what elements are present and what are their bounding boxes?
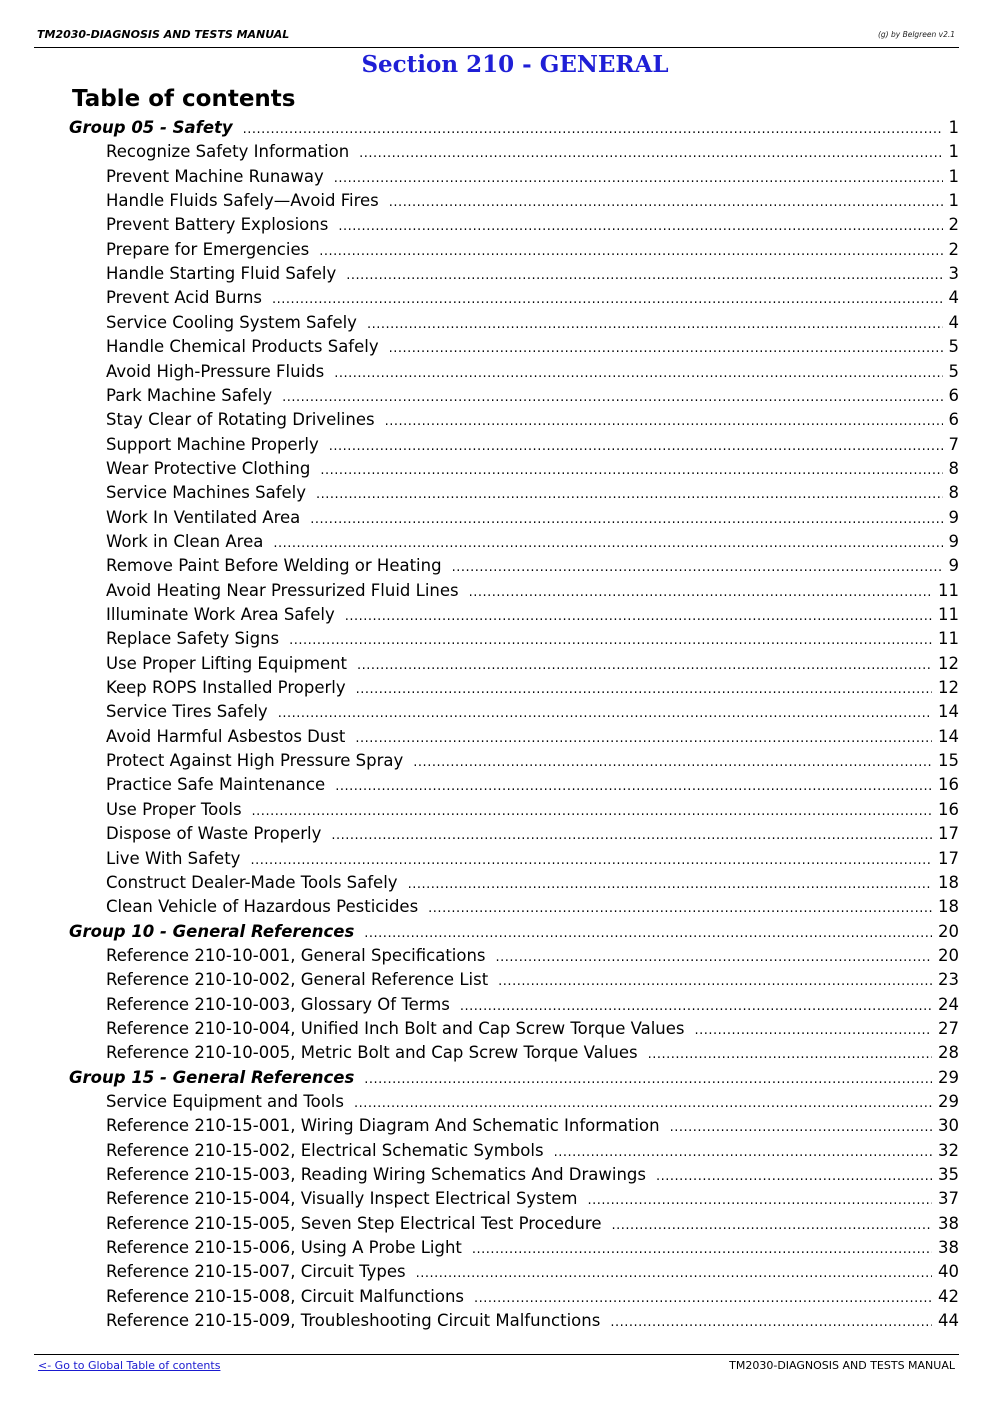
toc-entry-row[interactable] (106, 605, 959, 629)
dot-leader (282, 390, 942, 405)
toc-entry-label: Reference 210-15-007, Circuit Types (106, 1262, 406, 1282)
dot-leader (319, 244, 942, 259)
toc-entry-row[interactable] (106, 362, 959, 386)
toc-entry-row[interactable] (106, 800, 959, 824)
toc-entry-row[interactable] (106, 556, 959, 580)
dot-leader (612, 1218, 933, 1233)
toc-page-number: 9 (948, 507, 959, 527)
toc-entry-row[interactable] (106, 1092, 959, 1116)
toc-entry-row[interactable] (106, 654, 959, 678)
toc-entry-label: Work in Clean Area (106, 531, 264, 551)
toc-entry-label: Handle Chemical Products Safely (106, 337, 379, 357)
toc-entry-row[interactable] (106, 264, 959, 288)
dot-leader (334, 171, 943, 186)
toc-entry-label: Service Equipment and Tools (106, 1092, 344, 1111)
toc-entry-label: Group 05 - Safety (69, 118, 233, 137)
toc-page-number: 23 (938, 970, 959, 990)
toc-entry-label: Group 15 - General References (69, 1067, 355, 1087)
toc-entry-label: Prevent Machine Runaway (106, 166, 324, 186)
dot-leader (364, 926, 932, 941)
footer-manual-title: TM2030-DIAGNOSIS AND TESTS MANUAL (729, 1359, 955, 1372)
toc-entry-label: Reference 210-15-002, Electrical Schematic Symbols (106, 1140, 544, 1160)
toc-entry-label: Prepare for Emergencies (106, 239, 310, 259)
toc-page-number: 24 (938, 994, 959, 1014)
toc-entry-row[interactable] (106, 313, 959, 337)
toc-entry-row[interactable] (106, 678, 959, 702)
toc-page-number: 9 (948, 531, 959, 551)
toc-page-number: 42 (938, 1286, 959, 1306)
toc-page-number: 8 (948, 458, 959, 478)
toc-page-number: 17 (938, 848, 959, 868)
toc-entry-label: Practice Safe Maintenance (106, 775, 326, 795)
dot-leader (469, 585, 932, 600)
toc-entry-row[interactable] (106, 1141, 959, 1165)
dot-leader (364, 1072, 932, 1087)
toc-page-number: 11 (938, 629, 959, 649)
toc-entry-label: Group 10 - General References (69, 921, 355, 941)
dot-leader (320, 463, 942, 478)
toc-page-number: 40 (938, 1262, 959, 1282)
toc-entry-row[interactable] (106, 751, 959, 775)
toc-page-number: 12 (938, 678, 959, 698)
toc-entry-label: Service Cooling System Safely (106, 312, 357, 332)
toc-page-number: 1 (948, 166, 959, 186)
dot-leader (496, 950, 932, 965)
dot-leader (355, 731, 932, 746)
toc-entry-label: Construct Dealer-Made Tools Safely (106, 872, 398, 892)
dot-leader (554, 1145, 932, 1160)
toc-entry-row[interactable] (106, 191, 959, 215)
toc-page-number: 6 (948, 385, 959, 405)
global-toc-link[interactable]: <- Go to Global Table of contents (38, 1359, 221, 1372)
toc-page-number: 20 (938, 945, 959, 965)
toc-page-number: 7 (948, 434, 959, 454)
dot-leader (334, 366, 942, 381)
toc-page-number: 9 (948, 556, 959, 576)
toc-page-number: 17 (938, 824, 959, 844)
dot-leader (359, 146, 942, 161)
dot-leader (588, 1193, 932, 1208)
toc-entry-label: Reference 210-10-001, General Specifications (106, 945, 486, 965)
toc-entry-row[interactable] (106, 215, 959, 239)
toc-entry-label: Avoid Harmful Asbestos Dust (106, 726, 346, 746)
toc-entry-label: Illuminate Work Area Safely (106, 605, 335, 624)
dot-leader (695, 1023, 933, 1038)
toc-entry-label: Support Machine Properly (106, 434, 319, 454)
toc-page-number: 16 (938, 775, 959, 795)
toc-entry-row[interactable] (106, 1287, 959, 1311)
toc-entry-label: Live With Safety (106, 848, 241, 868)
toc-entry-label: Reference 210-15-006, Using A Probe Light (106, 1238, 462, 1258)
toc-entry-label: Prevent Battery Explosions (106, 215, 329, 235)
toc-entry-row[interactable] (106, 337, 959, 361)
toc-entry-label: Wear Protective Clothing (106, 458, 311, 478)
toc-entry-row[interactable] (106, 167, 959, 191)
dot-leader (498, 974, 932, 989)
dot-leader (385, 414, 943, 429)
toc-page-number: 29 (938, 1092, 959, 1111)
toc-entry-label: Dispose of Waste Properly (106, 824, 322, 844)
dot-leader (610, 1315, 932, 1330)
toc-entry-label: Keep ROPS Installed Properly (106, 678, 346, 698)
dot-leader (329, 439, 943, 454)
toc-entry-label: Reference 210-10-002, General Reference List (106, 970, 489, 990)
toc-entry-row[interactable] (106, 849, 959, 873)
dot-leader (278, 706, 932, 721)
toc-entry-label: Work In Ventilated Area (106, 507, 301, 527)
toc-page-number: 2 (948, 215, 959, 235)
toc-entry-label: Service Machines Safely (106, 483, 307, 503)
toc-entry-row[interactable] (106, 483, 959, 507)
dot-leader (472, 1242, 932, 1257)
toc-entry-row[interactable] (106, 508, 959, 532)
dot-leader (243, 122, 943, 137)
toc-entry-label: Prevent Acid Burns (106, 288, 263, 308)
dot-leader (474, 1291, 932, 1306)
toc-entry-label: Reference 210-15-005, Seven Step Electrical Test Procedure (106, 1213, 602, 1233)
dot-leader (335, 779, 932, 794)
toc-page-number: 4 (948, 312, 959, 332)
toc-entry-row[interactable] (106, 1043, 959, 1067)
toc-entry-row[interactable] (106, 897, 959, 921)
toc-entry-row[interactable] (106, 629, 959, 653)
toc-group-row[interactable] (69, 118, 959, 142)
dot-leader (316, 487, 942, 502)
toc-page-number: 28 (938, 1043, 959, 1063)
toc-group-row[interactable] (69, 1068, 959, 1092)
toc-entry-label: Remove Paint Before Welding or Heating (106, 556, 442, 576)
dot-leader (273, 536, 942, 551)
toc-page-number: 32 (938, 1140, 959, 1160)
header-divider (34, 47, 959, 48)
toc-page-number: 14 (938, 702, 959, 722)
dot-leader (331, 828, 932, 843)
toc-entry-label: Reference 210-15-003, Reading Wiring Schematics And Drawings (106, 1165, 646, 1185)
dot-leader (310, 512, 942, 527)
toc-entry-row[interactable] (106, 995, 959, 1019)
section-title: Section 210 - GENERAL (361, 51, 669, 78)
toc-page-number: 44 (938, 1311, 959, 1331)
dot-leader (345, 609, 932, 624)
toc-page-number: 38 (938, 1213, 959, 1233)
toc-page-number: 5 (948, 361, 959, 381)
toc-entry-row[interactable] (106, 1189, 959, 1213)
toc-entry-label: Reference 210-15-004, Visually Inspect Electrical System (106, 1189, 578, 1209)
toc-entry-label: Service Tires Safely (106, 702, 268, 722)
toc-entry-row[interactable] (106, 435, 959, 459)
toc-page-number: 12 (938, 653, 959, 673)
toc-page-number: 29 (938, 1067, 959, 1087)
toc-entry-row[interactable] (106, 410, 959, 434)
toc-entry-row[interactable] (106, 1116, 959, 1140)
dot-leader (460, 999, 932, 1014)
toc-entry-row[interactable] (106, 386, 959, 410)
dot-leader (346, 268, 942, 283)
toc-page-number: 1 (948, 118, 959, 137)
toc-entry-label: Use Proper Tools (106, 799, 242, 819)
toc-page-number: 11 (938, 580, 959, 600)
toc-page-number: 18 (938, 897, 959, 917)
dot-leader (357, 658, 932, 673)
toc-entry-label: Handle Fluids Safely—Avoid Fires (106, 191, 379, 211)
toc-page-number: 30 (938, 1116, 959, 1136)
toc-page-number: 5 (948, 337, 959, 357)
toc-entry-label: Reference 210-10-004, Unified Inch Bolt and Cap Screw Torque Values (106, 1018, 685, 1038)
toc-entry-row[interactable] (106, 1214, 959, 1238)
dot-leader (428, 901, 932, 916)
toc-page-number: 6 (948, 410, 959, 430)
toc-entry-row[interactable] (106, 1238, 959, 1262)
toc-page-number: 18 (938, 872, 959, 892)
toc-page-number: 15 (938, 751, 959, 771)
toc-entry-label: Recognize Safety Information (106, 142, 350, 162)
toc-entry-label: Reference 210-10-005, Metric Bolt and Cap Screw Torque Values (106, 1043, 638, 1063)
toc-entry-label: Protect Against High Pressure Spray (106, 751, 404, 771)
dot-leader (648, 1047, 932, 1062)
toc-entry-label: Reference 210-10-003, Glossary Of Terms (106, 994, 450, 1014)
dot-leader (452, 560, 943, 575)
toc-entry-row[interactable] (106, 1311, 959, 1335)
toc-page-number: 2 (948, 239, 959, 259)
toc-entry-row[interactable] (106, 459, 959, 483)
toc-entry-label: Use Proper Lifting Equipment (106, 653, 347, 673)
dot-leader (408, 877, 932, 892)
toc-entry-row[interactable] (106, 727, 959, 751)
toc-page-number: 38 (938, 1238, 959, 1258)
dot-leader (338, 219, 942, 234)
toc-page-number: 4 (948, 288, 959, 308)
toc-entry-row[interactable] (106, 824, 959, 848)
toc-entry-label: Reference 210-15-009, Troubleshooting Circuit Malfunctions (106, 1311, 601, 1331)
dot-leader (289, 633, 932, 648)
dot-leader (354, 1096, 932, 1111)
toc-entry-label: Replace Safety Signs (106, 629, 280, 649)
toc-entry-row[interactable] (106, 288, 959, 312)
dot-leader (389, 341, 943, 356)
toc-entry-row[interactable] (106, 970, 959, 994)
toc-page-number: 16 (938, 799, 959, 819)
toc-page-number: 1 (948, 142, 959, 162)
footer-divider (34, 1354, 959, 1355)
toc-page-number: 8 (948, 483, 959, 503)
toc-entry-label: Reference 210-15-008, Circuit Malfunctions (106, 1286, 464, 1306)
dot-leader (250, 853, 932, 868)
toc-page-number: 20 (938, 921, 959, 941)
toc-entry-label: Clean Vehicle of Hazardous Pesticides (106, 897, 419, 917)
toc-entry-label: Handle Starting Fluid Safely (106, 264, 337, 284)
toc-page-number: 37 (938, 1189, 959, 1209)
toc-page-number: 27 (938, 1018, 959, 1038)
toc-entry-label: Stay Clear of Rotating Drivelines (106, 410, 375, 430)
toc-page-number: 11 (938, 605, 959, 624)
toc-entry-row[interactable] (106, 581, 959, 605)
dot-leader (389, 195, 943, 210)
toc-page-number: 1 (948, 191, 959, 211)
toc-heading: Table of contents (72, 86, 296, 112)
toc-entry-label: Avoid High-Pressure Fluids (106, 361, 325, 381)
credit-text: (g) by Belgreen v2.1 (878, 30, 955, 39)
toc-page-number: 3 (948, 264, 959, 284)
toc-page-number: 35 (938, 1165, 959, 1185)
dot-leader (356, 682, 932, 697)
dot-leader (656, 1169, 932, 1184)
toc-entry-label: Avoid Heating Near Pressurized Fluid Lines (106, 580, 459, 600)
toc-entry-label: Reference 210-15-001, Wiring Diagram And Schematic Information (106, 1116, 660, 1136)
manual-title: TM2030-DIAGNOSIS AND TESTS MANUAL (37, 28, 290, 41)
toc-entry-row[interactable] (106, 1165, 959, 1189)
dot-leader (367, 317, 943, 332)
dot-leader (272, 292, 942, 307)
dot-leader (416, 1266, 932, 1281)
toc-entry-row[interactable] (106, 1262, 959, 1286)
toc-entry-row[interactable] (106, 702, 959, 726)
dot-leader (413, 755, 932, 770)
toc-entry-row[interactable] (106, 532, 959, 556)
toc-entry-label: Park Machine Safely (106, 385, 273, 405)
toc-entry-row[interactable] (106, 1019, 959, 1043)
toc-entry-row[interactable] (106, 775, 959, 799)
toc-entry-row[interactable] (106, 873, 959, 897)
toc-entry-row[interactable] (106, 240, 959, 264)
toc-entry-row[interactable] (106, 142, 959, 166)
page-header (37, 26, 955, 44)
dot-leader (252, 804, 932, 819)
toc-page-number: 14 (938, 726, 959, 746)
dot-leader (670, 1120, 932, 1135)
toc-group-row[interactable] (69, 922, 959, 946)
toc-entry-row[interactable] (106, 946, 959, 970)
